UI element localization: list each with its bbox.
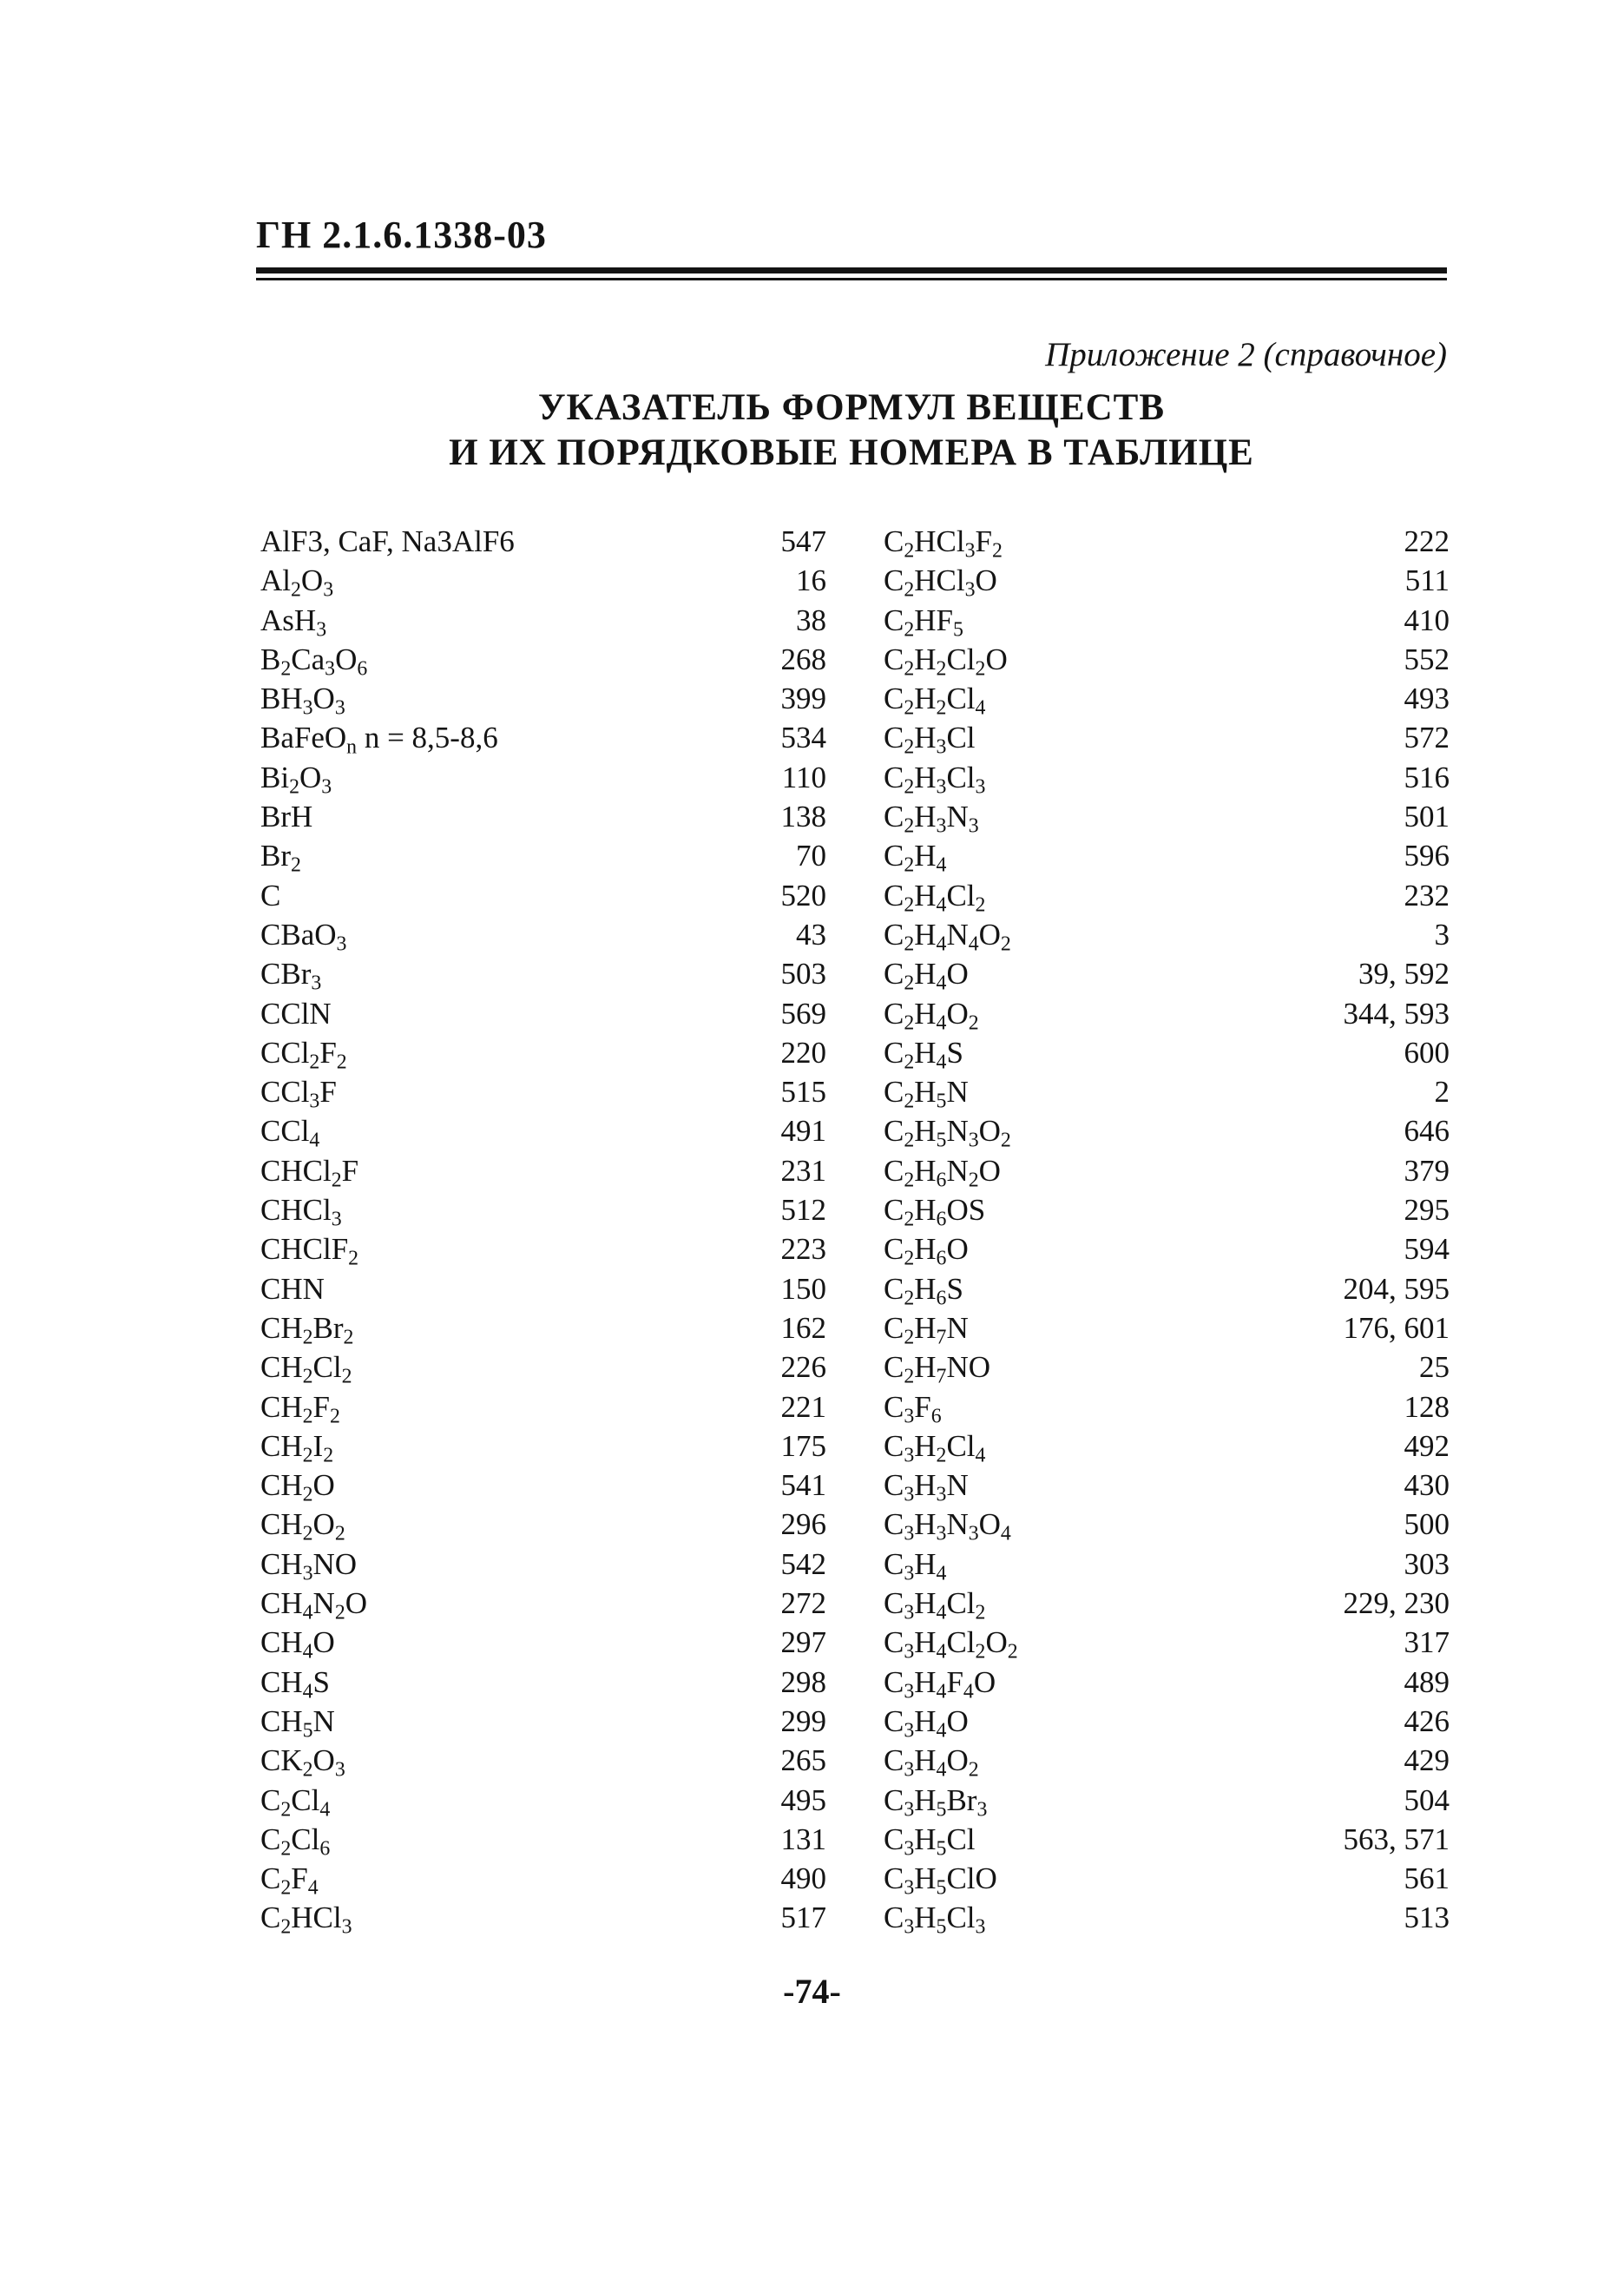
index-entry — [260, 1820, 826, 1859]
index-entry — [260, 1466, 826, 1505]
table-number: 296 — [780, 1507, 826, 1542]
table-number: 226 — [780, 1350, 826, 1385]
table-number: 138 — [780, 800, 826, 834]
index-entry — [884, 994, 1450, 1033]
table-number: 516 — [1404, 760, 1450, 794]
formula: $B_2Ca_3O_6$ — [260, 642, 368, 681]
table-number: 16 — [796, 563, 826, 598]
index-entry — [260, 601, 826, 640]
formula: $C_3H_2Cl_4$ — [884, 1428, 986, 1467]
table-number: 221 — [780, 1389, 826, 1424]
table-number: 495 — [780, 1782, 826, 1817]
formula: $Bi_2O_3$ — [260, 760, 332, 799]
index-entry — [884, 1111, 1450, 1153]
index-entry — [260, 1741, 826, 1780]
table-number: 572 — [1404, 721, 1450, 755]
formula: $CH_2F_2$ — [260, 1389, 340, 1428]
table-number: 298 — [780, 1664, 826, 1699]
formula: $C_2H_6S$ — [884, 1271, 963, 1310]
formula: $CH_3NO$ — [260, 1546, 358, 1585]
index-entry — [260, 1033, 826, 1072]
formula: $C_2H_2Cl_2O$ — [884, 642, 1008, 681]
table-number: 344, 593 — [1343, 996, 1450, 1031]
table-number: 176, 601 — [1343, 1310, 1450, 1345]
index-entry — [884, 1466, 1450, 1505]
table-number: 492 — [1404, 1428, 1450, 1463]
index-entry — [260, 1505, 826, 1544]
table-number: 25 — [1419, 1350, 1450, 1385]
table-number: 493 — [1404, 682, 1450, 716]
index-entry — [260, 954, 826, 993]
formula: $C_2HCl_3F_2$ — [884, 524, 1003, 563]
table-number: 563, 571 — [1343, 1822, 1450, 1856]
table-number: 110 — [781, 760, 826, 794]
index-entry — [884, 1387, 1450, 1426]
formula: $CH_4O$ — [260, 1625, 335, 1664]
index-entry — [884, 1702, 1450, 1741]
index-entry — [260, 1269, 826, 1308]
table-number: 297 — [780, 1625, 826, 1660]
document-code: ГН 2.1.6.1338-03 — [256, 214, 547, 256]
table-number: 317 — [1404, 1625, 1450, 1660]
table-number: 552 — [1404, 642, 1450, 676]
table-number: 569 — [780, 996, 826, 1031]
index-entry — [884, 1584, 1450, 1623]
page-title-line-2: И ИХ ПОРЯДКОВЫЕ НОМЕРА В ТАБЛИЦЕ — [449, 432, 1254, 473]
table-number: 272 — [780, 1586, 826, 1621]
formula: $BH_3O_3$ — [260, 682, 345, 720]
formula: CBaO$_3$ — [260, 917, 347, 956]
formula: $C_2H_2Cl_4$ — [884, 682, 986, 720]
table-number: 426 — [1404, 1703, 1450, 1738]
index-entry — [884, 522, 1450, 561]
index-entry — [260, 1347, 826, 1387]
index-entry — [260, 1072, 826, 1111]
index-entry — [884, 1623, 1450, 1662]
index-entry — [884, 1269, 1450, 1308]
formula: $C_3H_4$ — [884, 1546, 947, 1585]
table-number: 515 — [780, 1075, 826, 1110]
index-entry — [260, 1584, 826, 1623]
index-entry — [260, 1387, 826, 1426]
formula: $C_3H_5ClO$ — [884, 1861, 997, 1900]
formula: $CH_2O_2$ — [260, 1507, 345, 1546]
table-number: 542 — [780, 1546, 826, 1581]
table-number: 489 — [1404, 1664, 1450, 1699]
formula: $CH_4S$ — [260, 1664, 330, 1703]
index-entry — [884, 876, 1450, 915]
table-number: 430 — [1404, 1468, 1450, 1503]
index-entry — [260, 1623, 826, 1662]
index-entry — [260, 1111, 826, 1153]
formula: CHClF$_2$ — [260, 1232, 359, 1270]
formula: $C_2H_7NO$ — [884, 1350, 991, 1388]
index-entry — [260, 1308, 826, 1347]
index-entry — [260, 1781, 826, 1820]
table-number: 491 — [780, 1114, 826, 1149]
table-number: 541 — [780, 1468, 826, 1503]
index-entry — [260, 1426, 826, 1466]
index-entry — [884, 1190, 1450, 1229]
table-number: 299 — [780, 1703, 826, 1738]
index-entry — [260, 994, 826, 1033]
table-number: 429 — [1404, 1743, 1450, 1778]
table-number: 600 — [1404, 1035, 1450, 1070]
formula: $C_3H_5Br_3$ — [884, 1782, 988, 1822]
table-number: 131 — [780, 1822, 826, 1856]
header-rule-thin — [256, 278, 1447, 280]
table-number: 517 — [780, 1901, 826, 1935]
formula: $CH_2I_2$ — [260, 1428, 334, 1467]
formula: $C_2H_6N_2O$ — [884, 1153, 1001, 1192]
index-entry — [260, 640, 826, 679]
formula: CBr$_3$ — [260, 957, 322, 995]
formula: CHN — [260, 1271, 325, 1306]
formula: C — [260, 878, 281, 912]
index-entry — [884, 1545, 1450, 1584]
table-number: 220 — [780, 1035, 826, 1070]
formula: $C_2Cl_4$ — [260, 1782, 331, 1822]
formula: $CH_2Cl_2$ — [260, 1350, 352, 1388]
index-entry — [260, 876, 826, 915]
table-number: 265 — [780, 1743, 826, 1778]
table-number: 511 — [1404, 563, 1450, 598]
index-entry — [884, 1741, 1450, 1780]
table-number: 513 — [1404, 1901, 1450, 1935]
formula: $C_2F_4$ — [260, 1861, 319, 1900]
header-rule-thick — [256, 267, 1447, 273]
formula: $C_2H_4N_4O_2$ — [884, 917, 1011, 956]
index-entry — [260, 915, 826, 954]
table-number: 38 — [796, 603, 826, 637]
table-number: 2 — [1434, 1075, 1450, 1110]
table-number: 500 — [1404, 1507, 1450, 1542]
index-entry — [260, 1663, 826, 1702]
formula: $C_2H_7N$ — [884, 1310, 969, 1349]
formula: CCl$_3$F — [260, 1075, 337, 1113]
index-entry — [884, 797, 1450, 836]
table-number: 303 — [1404, 1546, 1450, 1581]
table-number: 3 — [1434, 917, 1450, 952]
formula: $C_3H_5Cl_3$ — [884, 1901, 986, 1940]
formula: CHCl$_2$F — [260, 1153, 359, 1192]
appendix-label: Приложение 2 (справочное) — [1045, 336, 1447, 373]
index-entry — [260, 1151, 826, 1190]
table-number: 268 — [780, 642, 826, 676]
formula: $C_2H_4S$ — [884, 1035, 963, 1074]
formula: $C_2HCl_3O$ — [884, 563, 997, 602]
table-number: 646 — [1404, 1114, 1450, 1149]
formula-index-left-column — [260, 522, 826, 1938]
index-entry — [884, 718, 1450, 760]
formula: $C_2H_5N_3O_2$ — [884, 1114, 1011, 1153]
formula: $C_3H_4Cl_2O_2$ — [884, 1625, 1018, 1664]
index-entry — [884, 1505, 1450, 1544]
index-entry — [884, 1033, 1450, 1072]
table-number: 547 — [780, 524, 826, 558]
index-entry — [884, 1781, 1450, 1820]
formula: $C_3H_3N_3O_4$ — [884, 1507, 1011, 1546]
index-entry — [884, 1426, 1450, 1466]
index-entry — [884, 1820, 1450, 1859]
formula: $C_2HCl_3$ — [260, 1901, 352, 1940]
table-number: 150 — [780, 1271, 826, 1306]
table-number: 204, 595 — [1343, 1271, 1450, 1306]
formula: $CH_2Br_2$ — [260, 1310, 354, 1349]
formula: $C_2H_3Cl_3$ — [884, 760, 986, 799]
table-number: 39, 592 — [1358, 957, 1450, 992]
index-entry — [884, 561, 1450, 600]
index-entry — [260, 1859, 826, 1898]
table-number: 43 — [796, 917, 826, 952]
table-number: 229, 230 — [1343, 1586, 1450, 1621]
formula: $C_2H_4Cl_2$ — [884, 878, 986, 917]
formula: $C_2Cl_6$ — [260, 1822, 331, 1861]
formula: $CK_2O_3$ — [260, 1743, 345, 1782]
formula: $CH_4N_2O$ — [260, 1586, 367, 1624]
formula: $C_3H_3N$ — [884, 1468, 969, 1506]
index-entry — [884, 1663, 1450, 1702]
table-number: 162 — [780, 1310, 826, 1345]
table-number: 399 — [780, 682, 826, 716]
table-number: 410 — [1404, 603, 1450, 637]
formula: $CH_2O$ — [260, 1468, 335, 1506]
index-entry — [884, 640, 1450, 679]
table-number: 175 — [780, 1428, 826, 1463]
index-entry — [260, 679, 826, 718]
table-number: 490 — [780, 1861, 826, 1896]
formula: $C_3H_4F_4O$ — [884, 1664, 996, 1703]
table-number: 561 — [1404, 1861, 1450, 1896]
page-title-line-1: УКАЗАТЕЛЬ ФОРМУЛ ВЕЩЕСТВ — [538, 387, 1165, 428]
index-entry — [260, 1190, 826, 1229]
formula: $C_2HF_5$ — [884, 603, 963, 642]
formula: $C_3F_6$ — [884, 1389, 942, 1428]
table-number: 504 — [1404, 1782, 1450, 1817]
formula: $CCl_2F_2$ — [260, 1035, 347, 1074]
index-entry — [260, 758, 826, 797]
index-entry — [884, 1229, 1450, 1268]
index-entry — [884, 1859, 1450, 1898]
formula: $C_3H_4O_2$ — [884, 1743, 979, 1782]
formula: AlF3, CaF, Na3AlF6 — [260, 524, 515, 558]
table-number: 503 — [780, 957, 826, 992]
index-entry — [884, 954, 1450, 993]
formula: CCl$_4$ — [260, 1114, 320, 1153]
formula: $C_2H_6O$ — [884, 1232, 969, 1270]
index-entry — [884, 1308, 1450, 1347]
table-number: 596 — [1404, 839, 1450, 873]
formula: $C_3H_5Cl$ — [884, 1822, 976, 1861]
table-number: 232 — [1404, 878, 1450, 912]
table-number: 594 — [1404, 1232, 1450, 1267]
formula: BaFeO$_n$ n = 8,5-8,6 — [260, 721, 498, 760]
formula: $Br_2$ — [260, 839, 301, 878]
index-entry — [884, 601, 1450, 640]
table-number: 501 — [1404, 800, 1450, 834]
table-number: 231 — [780, 1153, 826, 1188]
formula-index-right-column — [884, 522, 1450, 1938]
formula: $C_2H_5N$ — [884, 1075, 969, 1113]
index-entry — [884, 1898, 1450, 1940]
formula: $C_2H_3N_3$ — [884, 800, 979, 838]
index-entry — [884, 1072, 1450, 1111]
index-entry — [884, 915, 1450, 954]
formula: $C_2H_4$ — [884, 839, 947, 878]
index-entry — [884, 1151, 1450, 1190]
index-entry — [260, 797, 826, 836]
index-entry — [260, 522, 826, 561]
formula: $C_2H_3Cl$ — [884, 721, 976, 760]
index-entry — [260, 718, 826, 760]
table-number: 223 — [780, 1232, 826, 1267]
formula: CHCl$_3$ — [260, 1193, 342, 1231]
index-entry — [884, 1347, 1450, 1387]
table-number: 520 — [780, 878, 826, 912]
formula: BrH — [260, 800, 313, 834]
table-number: 512 — [780, 1193, 826, 1228]
formula: $C_3H_4Cl_2$ — [884, 1586, 986, 1624]
table-number: 128 — [1404, 1389, 1450, 1424]
table-number: 534 — [780, 721, 826, 755]
formula: $CH_5N$ — [260, 1703, 335, 1743]
index-entry — [260, 1545, 826, 1584]
formula: $C_2H_4O$ — [884, 957, 969, 995]
table-number: 295 — [1404, 1193, 1450, 1228]
index-entry — [884, 758, 1450, 797]
index-entry — [884, 836, 1450, 878]
formula: CClN — [260, 996, 332, 1031]
formula: $Al_2O_3$ — [260, 563, 334, 602]
index-entry — [260, 1229, 826, 1268]
formula: AsH$_3$ — [260, 603, 327, 642]
index-entry — [260, 1898, 826, 1940]
index-entry — [260, 836, 826, 878]
formula: $C_3H_4O$ — [884, 1703, 969, 1743]
table-number: 379 — [1404, 1153, 1450, 1188]
page-number: -74- — [783, 1972, 841, 2011]
index-entry — [260, 561, 826, 600]
formula: $C_2H_6OS$ — [884, 1193, 986, 1231]
table-number: 222 — [1404, 524, 1450, 558]
formula: $C_2H_4O_2$ — [884, 996, 979, 1035]
index-entry — [260, 1702, 826, 1741]
table-number: 70 — [796, 839, 826, 873]
index-entry — [884, 679, 1450, 718]
